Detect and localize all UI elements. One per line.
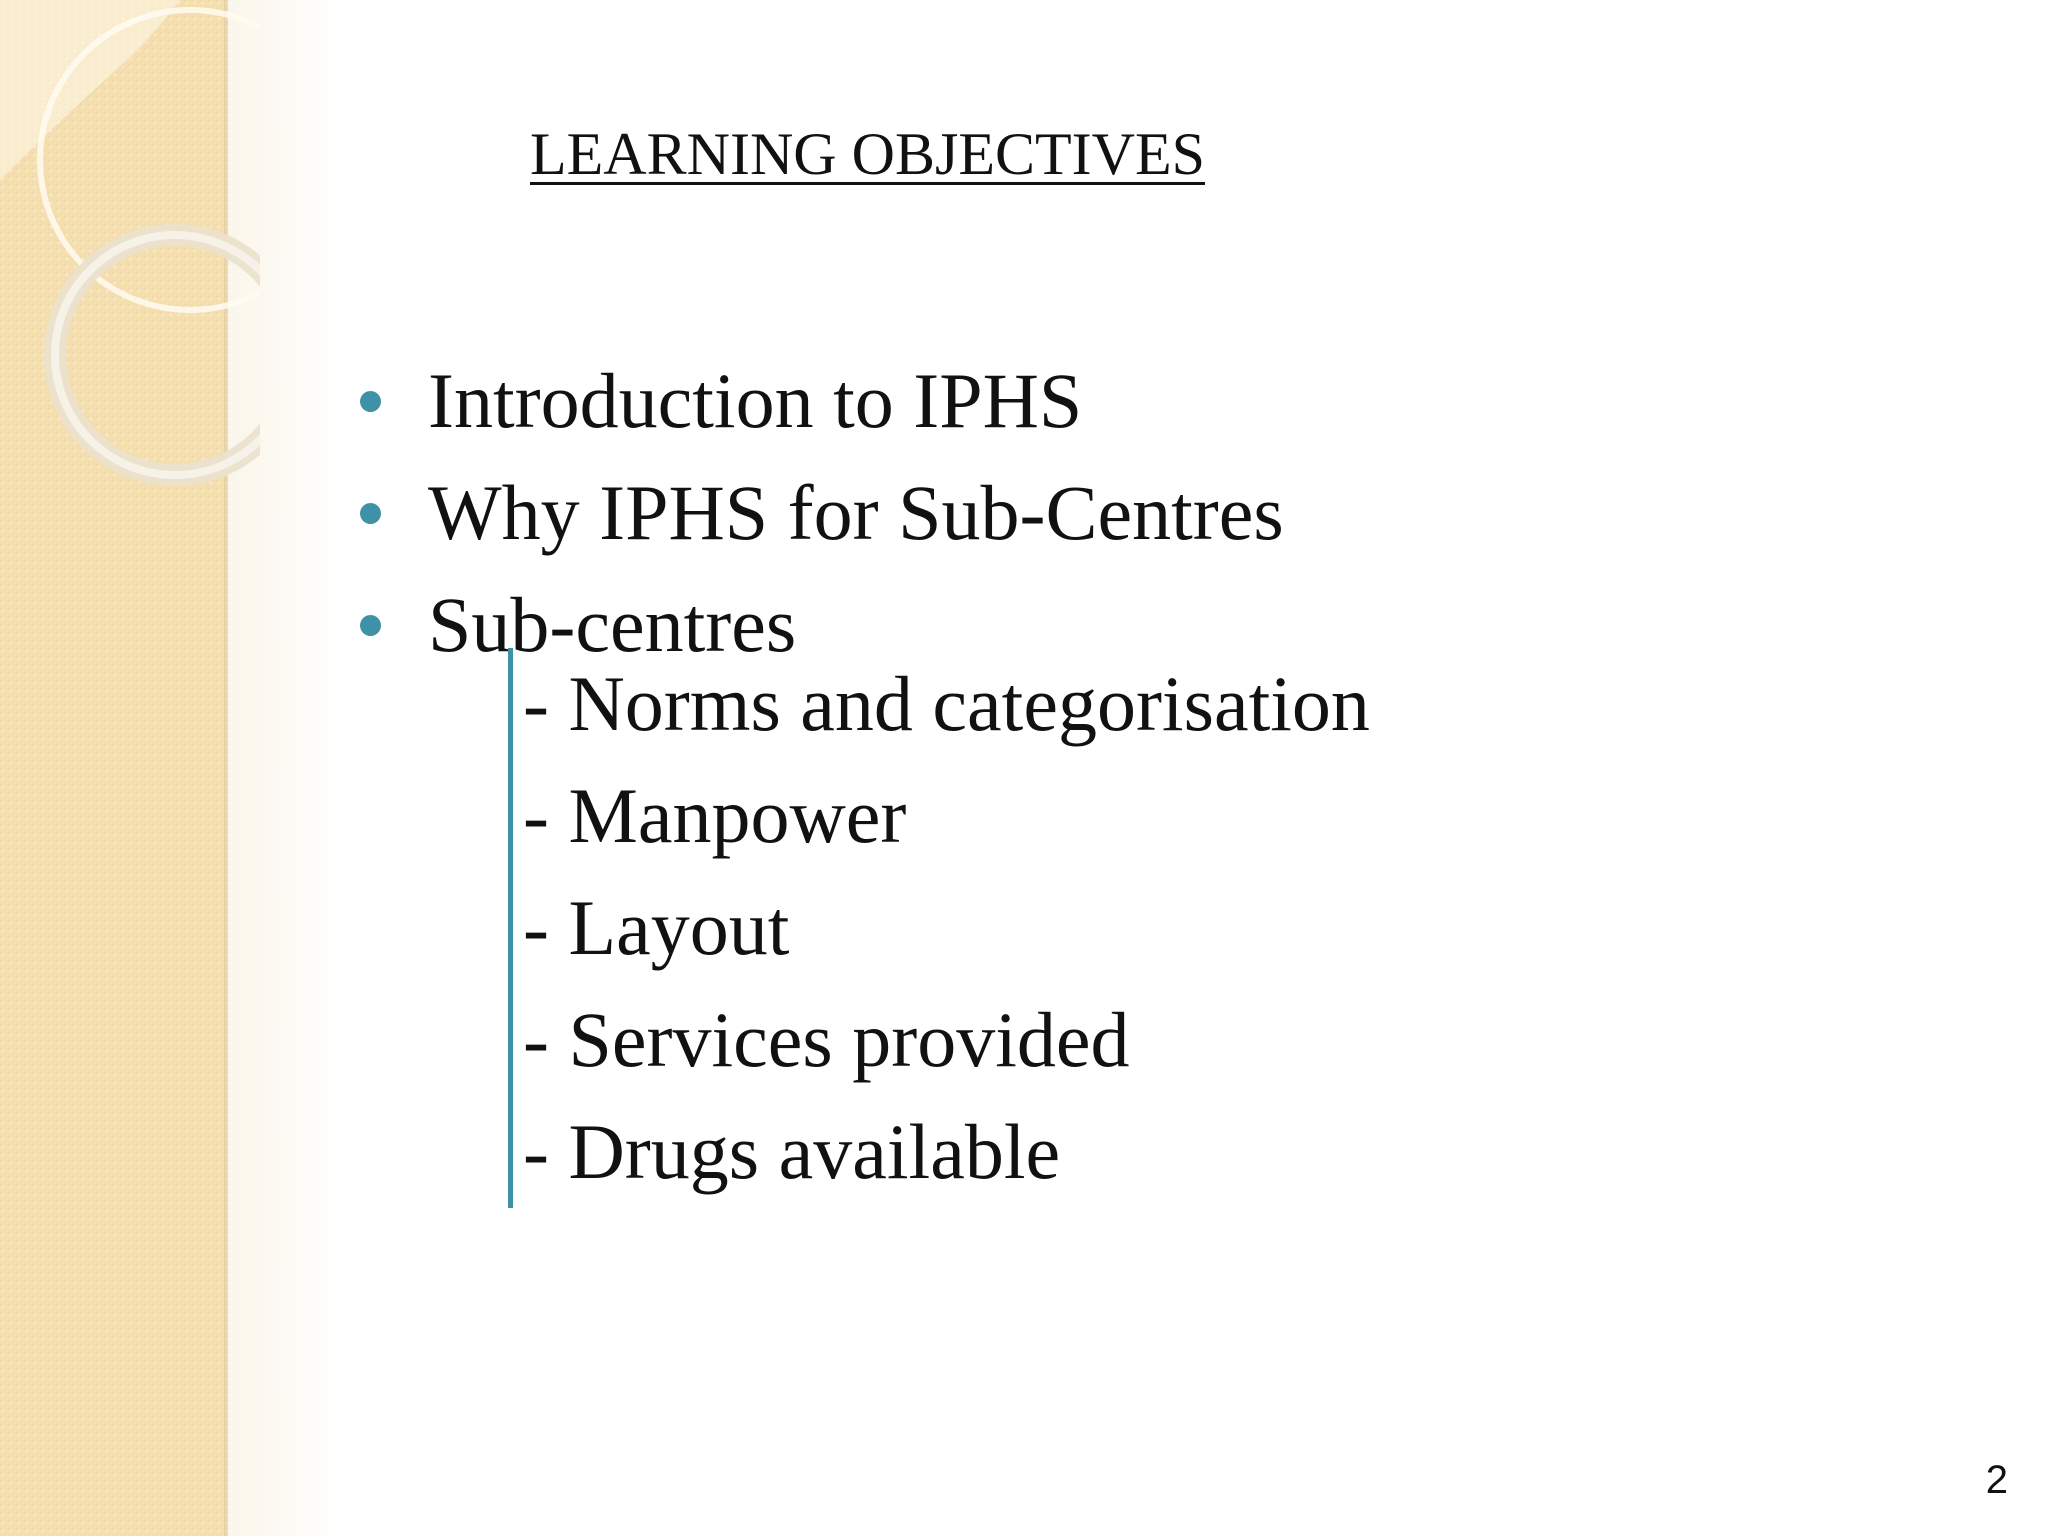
sub-item: - Layout	[523, 884, 790, 971]
bullet-text: Sub-centres	[428, 581, 797, 668]
sub-item: - Services provided	[523, 996, 1130, 1083]
sub-item: - Manpower	[523, 772, 907, 859]
bullet-dot-icon	[360, 615, 381, 636]
bullet-dot-icon	[360, 391, 381, 412]
bullet-item	[360, 457, 1284, 569]
bullet-text: Introduction to IPHS	[428, 357, 1083, 444]
decorative-rings-graphic	[0, 0, 260, 520]
bullet-dot-icon	[360, 503, 381, 524]
sub-item: - Drugs available	[523, 1108, 1061, 1195]
bullet-list	[360, 345, 1284, 681]
bullet-item	[360, 345, 1284, 457]
bullet-text: Why IPHS for Sub-Centres	[428, 469, 1284, 556]
sub-item: - Norms and categorisation	[523, 660, 1370, 747]
page-number: 2	[1985, 1458, 2008, 1502]
sub-item-list	[508, 648, 1370, 1208]
slide-title: LEARNING OBJECTIVES	[530, 121, 1205, 187]
